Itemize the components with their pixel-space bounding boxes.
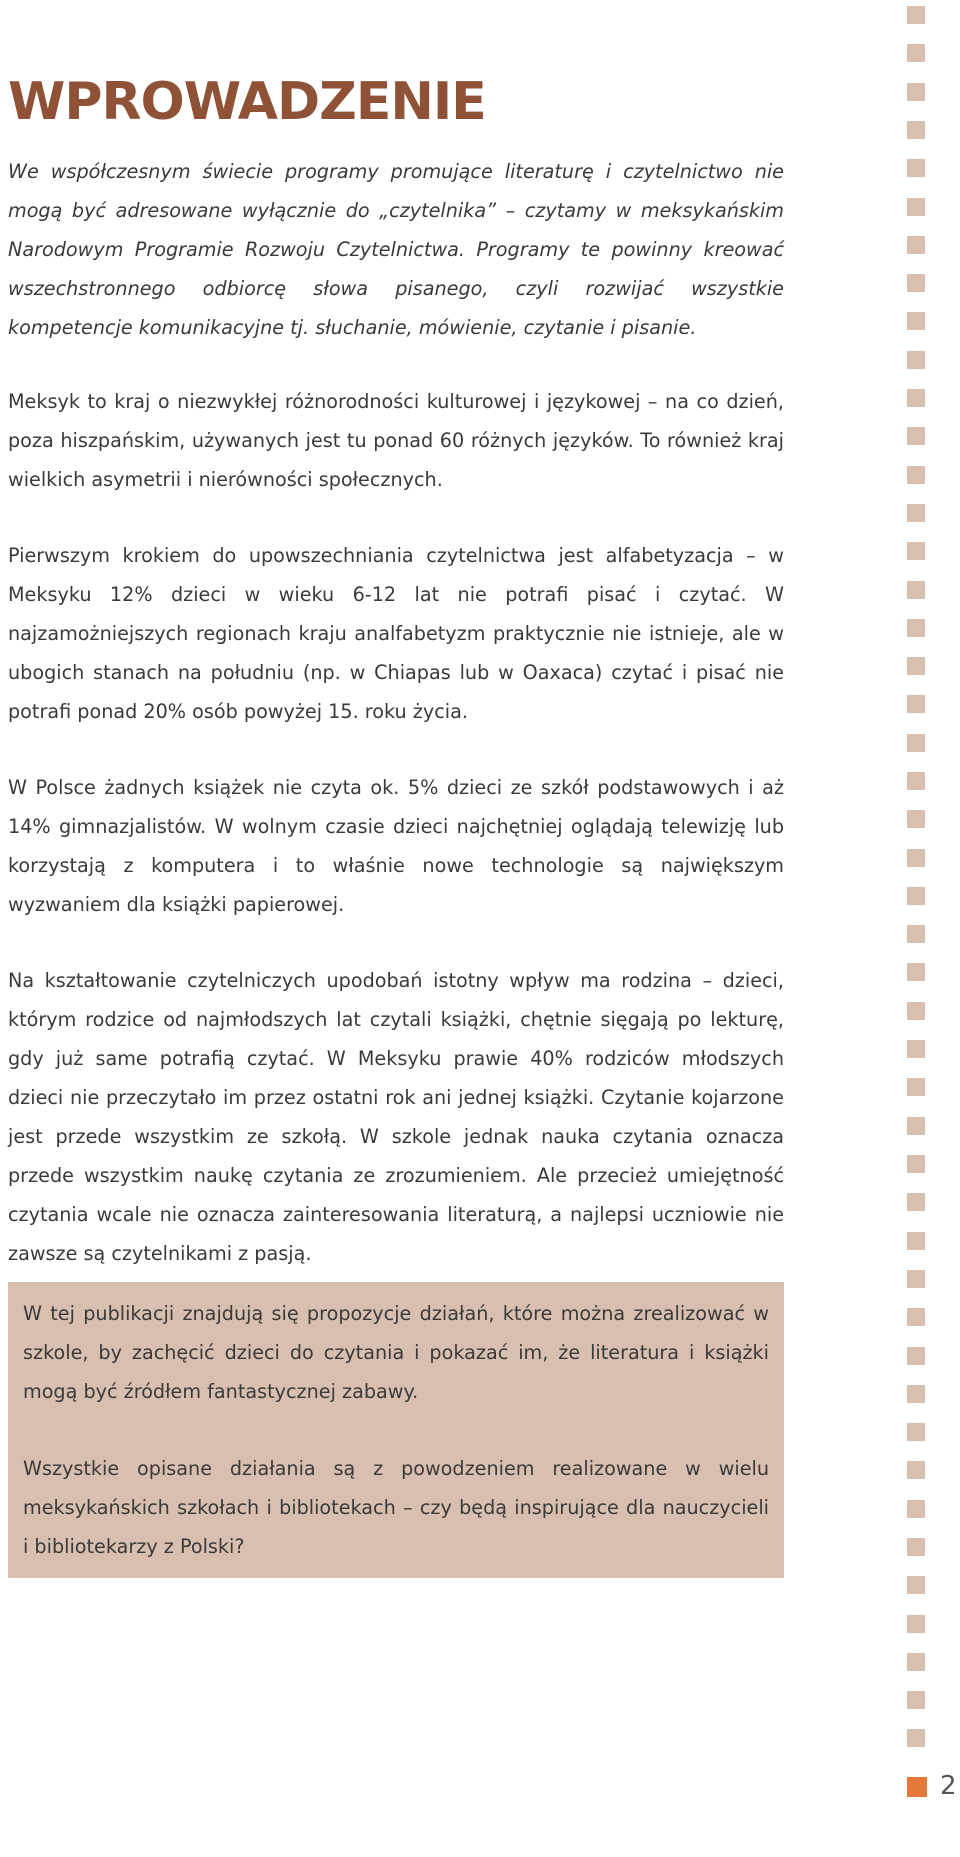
decorative-square: [907, 849, 925, 867]
decorative-square: [907, 1538, 925, 1556]
decorative-square: [907, 389, 925, 407]
decorative-square: [907, 159, 925, 177]
decorative-square: [907, 1078, 925, 1096]
decorative-square-column: [907, 0, 927, 1857]
decorative-square: [907, 312, 925, 330]
decorative-square: [907, 466, 925, 484]
decorative-square: [907, 1232, 925, 1250]
callout-paragraph: Wszystkie opisane działania są z powodzeniem realizowane w wielu meksykańskich szkołach i bibliotekach – czy będą inspirujące dla nauczycieli i bibliotekarzy z Polski?: [23, 1457, 769, 1558]
decorative-square: [907, 1040, 925, 1058]
decorative-square: [907, 504, 925, 522]
decorative-square: [907, 1423, 925, 1441]
decorative-square: [907, 1385, 925, 1403]
decorative-square: [907, 1729, 925, 1747]
paragraph-literacy: Pierwszym krokiem do upowszechniania czytelnictwa jest alfabetyzacja – w Meksyku 12% dzieci w wieku 6-12 lat nie potrafi pisać i czytać. W najzamożniejszych regionach kraju analfabetyzm praktycznie nie istnieje, ale w ubogich stanach na południu (np. w Chiapas lub w Oaxaca) czytać i pisać nie potrafi ponad 20% osób powyżej 15. roku życia.: [8, 544, 784, 723]
decorative-square: [907, 772, 925, 790]
page-marker-square: [907, 1777, 927, 1797]
decorative-square: [907, 1193, 925, 1211]
callout-box: [8, 1282, 784, 1578]
decorative-square: [907, 619, 925, 637]
decorative-square: [907, 274, 925, 292]
decorative-square: [907, 198, 925, 216]
decorative-square: [907, 695, 925, 713]
decorative-square: [907, 427, 925, 445]
paragraph-family: Na kształtowanie czytelniczych upodobań istotny wpływ ma rodzina – dzieci, którym rodzice od najmłodszych lat czytali książki, chętnie sięgają po lekturę, gdy już same potrafią czytać. W Meksyku prawie 40% rodziców młodszych dzieci nie przeczytało im przez ostatni rok ani jednej książki. Czytanie kojarzone jest przede wszystkim ze szkołą. W szkole jednak nauka czytania oznacza przede wszystkim naukę czytania ze zrozumieniem. Ale przecież umiejętność czytania wcale nie oznacza zainteresowania literaturą, a najlepsi uczniowie nie zawsze są czytelnikami z pasją.: [8, 969, 784, 1265]
decorative-square: [907, 1002, 925, 1020]
decorative-square: [907, 1347, 925, 1365]
decorative-square: [907, 1615, 925, 1633]
decorative-square: [907, 1576, 925, 1594]
decorative-square: [907, 1308, 925, 1326]
paragraph-poland: W Polsce żadnych książek nie czyta ok. 5% dzieci ze szkół podstawowych i aż 14% gimnazjalistów. W wolnym czasie dzieci najchętniej oglądają telewizję lub korzystają z komputera i to właśnie nowe technologie są największym wyzwaniem dla książki papierowej.: [8, 776, 784, 916]
decorative-square: [907, 1155, 925, 1173]
decorative-square: [907, 925, 925, 943]
main-text: [8, 152, 784, 1310]
decorative-square: [907, 810, 925, 828]
callout-paragraph: W tej publikacji znajdują się propozycje działań, które można zrealizować w szkole, by zachęcić dzieci do czytania i pokazać im, że literatura i książki mogą być źródłem fantastycznej zabawy.: [23, 1302, 769, 1403]
decorative-square: [907, 1653, 925, 1671]
decorative-square: [907, 351, 925, 369]
decorative-square: [907, 581, 925, 599]
page-number: 2: [940, 1771, 957, 1801]
decorative-square: [907, 121, 925, 139]
intro-paragraph: We współczesnym świecie programy promujące literaturę i czytelnictwo nie mogą być adresowane wyłącznie do „czytelnika” – czytamy w meksykańskim Narodowym Programie Rozwoju Czytelnictwa. Programy te powinny kreować wszechstronnego odbiorcę słowa pisanego, czyli rozwijać wszystkie kompetencje komunikacyjne tj. słuchanie, mówienie, czytanie i pisanie.: [8, 160, 784, 339]
decorative-square: [907, 1117, 925, 1135]
decorative-square: [907, 1500, 925, 1518]
decorative-square: [907, 236, 925, 254]
decorative-square: [907, 657, 925, 675]
paragraph-mexico-diversity: Meksyk to kraj o niezwykłej różnorodności kulturowej i językowej – na co dzień, poza hiszpańskim, używanych jest tu ponad 60 różnych języków. To również kraj wielkich asymetrii i nierówności społecznych.: [8, 390, 784, 491]
decorative-square: [907, 542, 925, 560]
page-title: WPROWADZENIE: [8, 72, 486, 132]
decorative-square: [907, 44, 925, 62]
decorative-square: [907, 887, 925, 905]
decorative-square: [907, 1691, 925, 1709]
decorative-square: [907, 83, 925, 101]
decorative-square: [907, 6, 925, 24]
decorative-square: [907, 1461, 925, 1479]
decorative-square: [907, 1270, 925, 1288]
decorative-square: [907, 963, 925, 981]
decorative-square: [907, 734, 925, 752]
